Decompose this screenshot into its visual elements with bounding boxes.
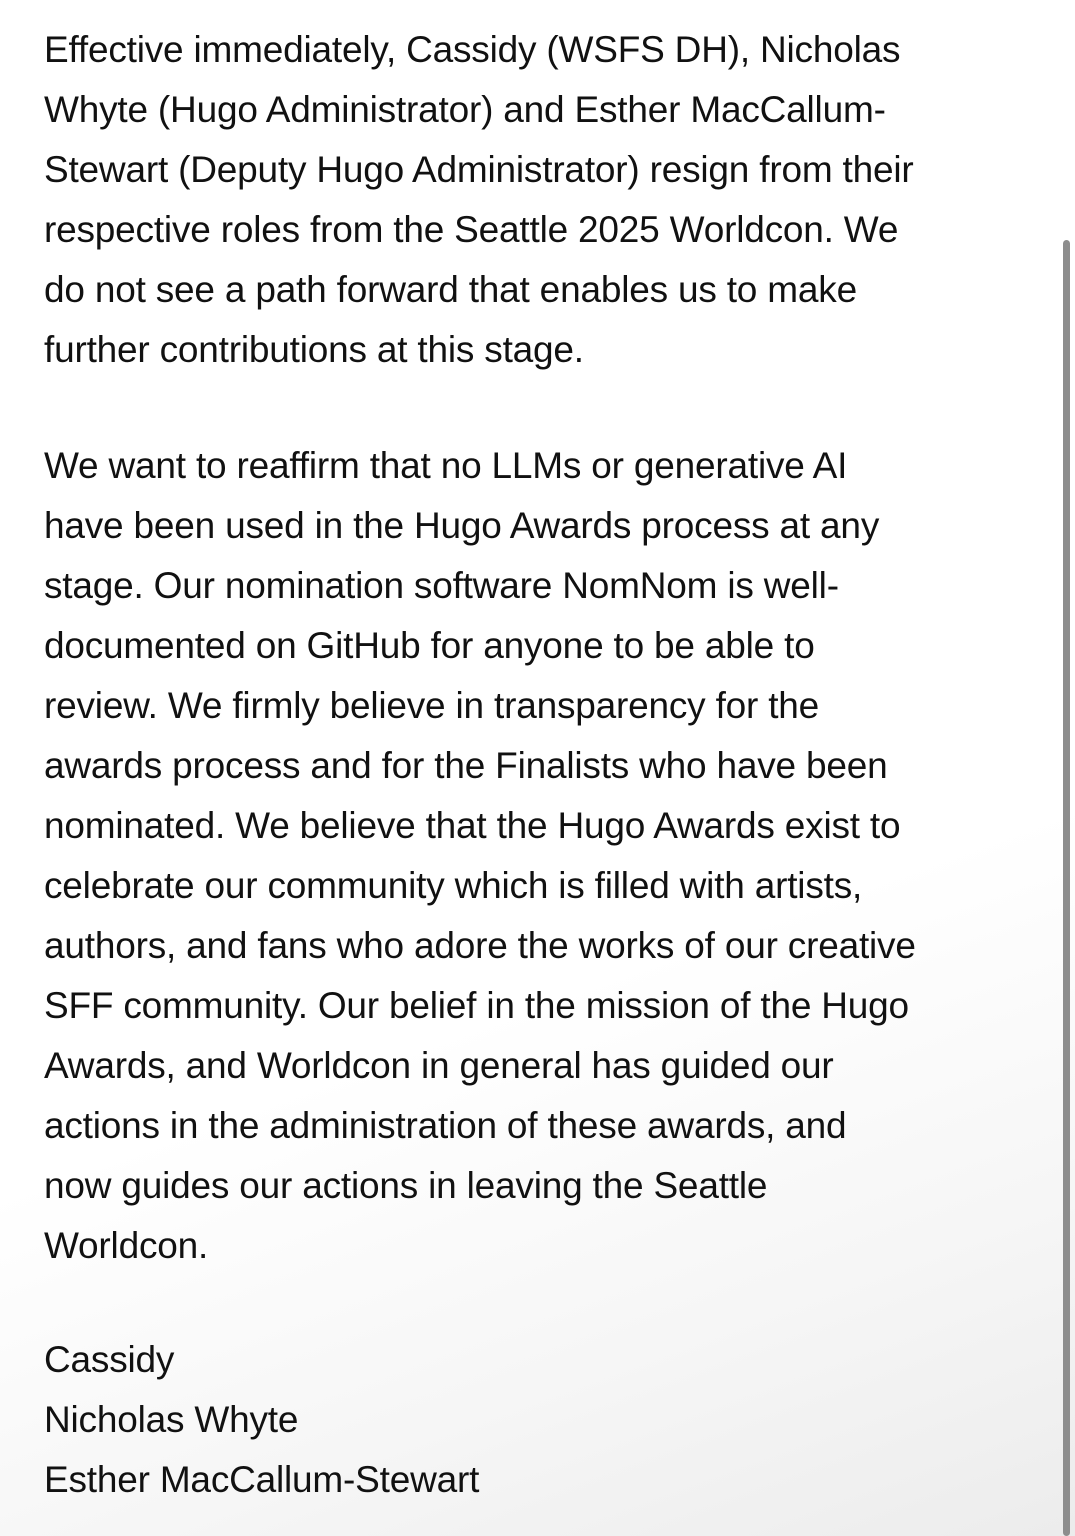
text-line: Whyte (Hugo Administrator) and Esther MacCallum- bbox=[44, 89, 886, 130]
paragraph-reaffirmation bbox=[44, 436, 1044, 1276]
signature-name: Esther MacCallum-Stewart bbox=[44, 1459, 480, 1500]
paragraph-spacer bbox=[44, 1276, 1044, 1330]
signature-name: Cassidy bbox=[44, 1339, 175, 1380]
text-line: We want to reaffirm that no LLMs or generative AI bbox=[44, 445, 848, 486]
paragraph-resignation bbox=[44, 20, 1044, 380]
text-line: Effective immediately, Cassidy (WSFS DH), Nicholas bbox=[44, 29, 901, 70]
text-line: have been used in the Hugo Awards process at any bbox=[44, 505, 880, 546]
text-line: Stewart (Deputy Hugo Administrator) resign from their bbox=[44, 149, 914, 190]
text-line: nominated. We believe that the Hugo Awards exist to bbox=[44, 805, 901, 846]
text-line: further contributions at this stage. bbox=[44, 329, 584, 370]
text-line: review. We firmly believe in transparency for the bbox=[44, 685, 820, 726]
signature-block bbox=[44, 1330, 1044, 1510]
text-line: stage. Our nomination software NomNom is well- bbox=[44, 565, 839, 606]
text-line: authors, and fans who adore the works of our creative bbox=[44, 925, 916, 966]
text-line: documented on GitHub for anyone to be able to bbox=[44, 625, 815, 666]
text-line: actions in the administration of these awards, and bbox=[44, 1105, 847, 1146]
text-line: Worldcon. bbox=[44, 1225, 209, 1266]
statement-text bbox=[44, 20, 1044, 1510]
paragraph-spacer bbox=[44, 380, 1044, 436]
signature-name: Nicholas Whyte bbox=[44, 1399, 299, 1440]
text-line: celebrate our community which is filled with artists, bbox=[44, 865, 863, 906]
text-line: Awards, and Worldcon in general has guided our bbox=[44, 1045, 834, 1086]
text-line: now guides our actions in leaving the Seattle bbox=[44, 1165, 768, 1206]
text-line: respective roles from the Seattle 2025 Worldcon. We bbox=[44, 209, 899, 250]
scrollbar-thumb[interactable] bbox=[1063, 240, 1070, 1536]
vertical-scrollbar[interactable] bbox=[1059, 0, 1075, 1536]
text-line: awards process and for the Finalists who have been bbox=[44, 745, 888, 786]
text-line: do not see a path forward that enables us to make bbox=[44, 269, 857, 310]
text-line: SFF community. Our belief in the mission of the Hugo bbox=[44, 985, 909, 1026]
